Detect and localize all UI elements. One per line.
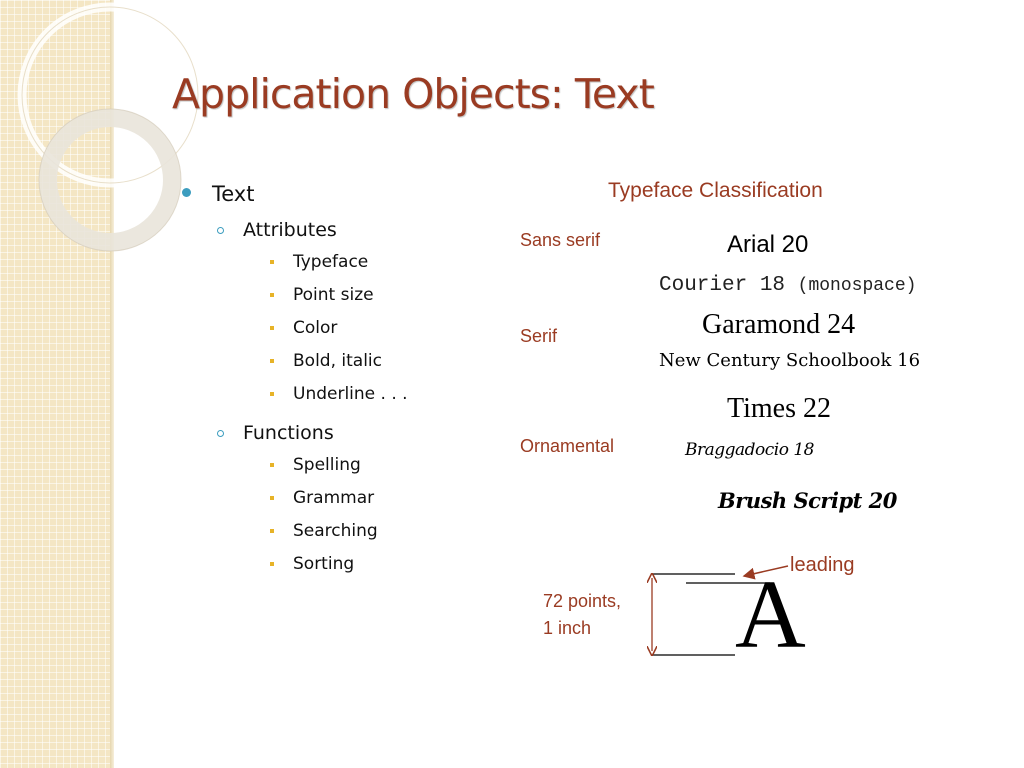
list-item-label: Bold, italic (293, 351, 382, 371)
leading-label: leading (790, 554, 855, 576)
sample-new-century-schoolbook: New Century Schoolbook 16 (659, 350, 921, 371)
sample-braggadocio: Braggadocio 18 (685, 440, 814, 460)
list-item-label: Searching (293, 521, 378, 541)
list-item-label: Color (293, 318, 338, 338)
typeface-classification-title: Typeface Classification (608, 179, 823, 202)
list-item-label: Sorting (293, 554, 355, 574)
bullet-label: Functions (243, 422, 334, 444)
list-item-label: Point size (293, 285, 374, 305)
category-sans-serif: Sans serif (520, 230, 601, 250)
category-ornamental: Ornamental (520, 436, 615, 456)
bullet-label: Text (212, 182, 255, 206)
list-item-label: Underline . . . (293, 384, 408, 404)
leading-letter: A (735, 561, 806, 669)
slide-title: Application Objects: Text (172, 70, 654, 118)
sample-arial: Arial 20 (727, 231, 809, 258)
sample-courier-note: (monospace) (797, 276, 917, 296)
size-label-line1: 72 points, (543, 591, 622, 611)
bullet-label: Attributes (243, 219, 337, 241)
list-item-label: Spelling (293, 455, 361, 475)
category-serif: Serif (520, 326, 558, 346)
sample-courier-text: Courier 18 (659, 274, 786, 297)
sample-times: Times 22 (727, 393, 832, 424)
sample-garamond: Garamond 24 (702, 309, 856, 340)
list-item-label: Grammar (293, 488, 375, 508)
size-label-line2: 1 inch (543, 618, 592, 638)
sample-brush-script: Brush Script 20 (718, 488, 897, 513)
list-item-label: Typeface (293, 252, 369, 272)
